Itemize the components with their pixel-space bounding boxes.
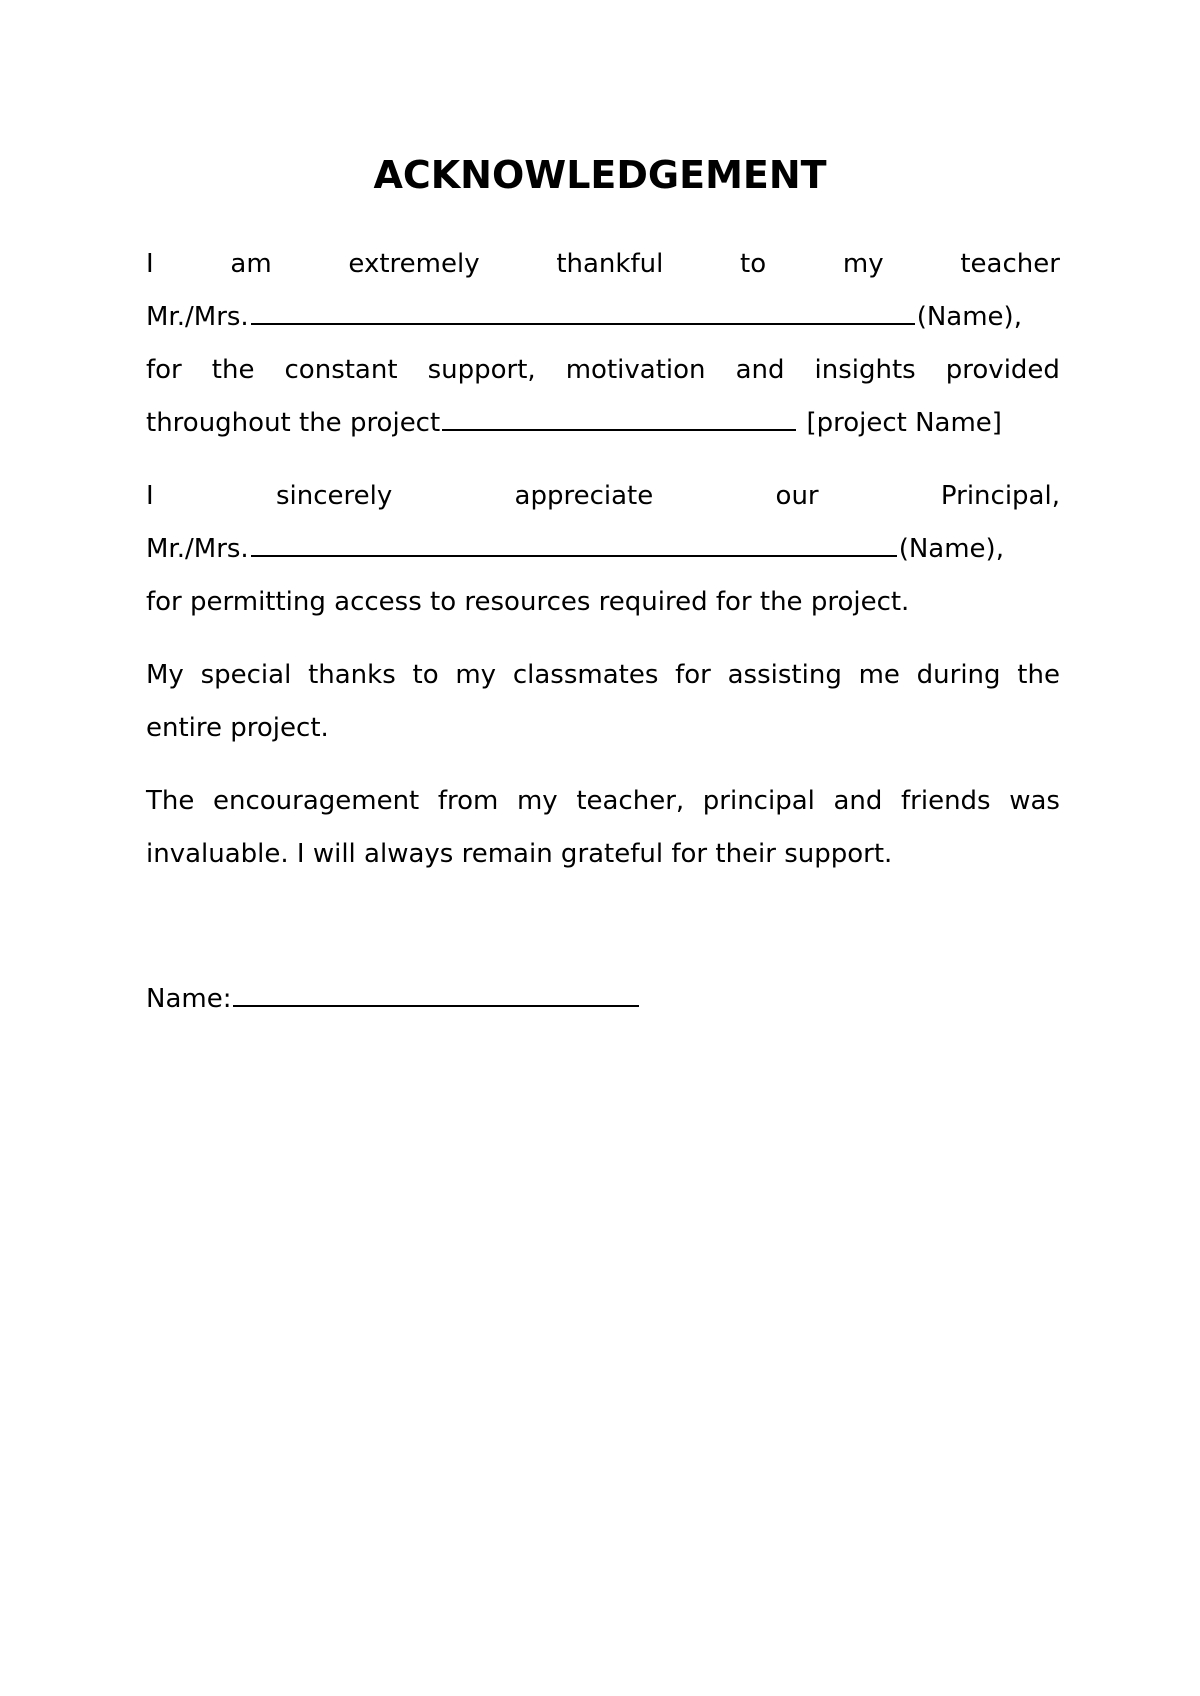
project-prefix: throughout the project	[146, 408, 441, 438]
teacher-name-blank	[251, 293, 915, 325]
word: to	[740, 249, 767, 279]
principal-name-line	[146, 523, 1060, 576]
page-title: ACKNOWLEDGEMENT	[373, 153, 827, 197]
word: and	[833, 786, 883, 816]
word: the	[1017, 660, 1060, 690]
paragraph-principal-thanks	[146, 470, 1060, 629]
word: extremely	[348, 249, 480, 279]
principal-name-blank	[251, 525, 897, 557]
word: motivation	[565, 355, 706, 385]
word: was	[1009, 786, 1060, 816]
project-name-blank	[442, 399, 796, 431]
word: encouragement	[212, 786, 420, 816]
word: provided	[945, 355, 1060, 385]
word: the	[211, 355, 255, 385]
justified-line	[146, 344, 1060, 397]
word: thanks	[308, 660, 396, 690]
word: Principal,	[940, 481, 1060, 511]
word: I	[146, 249, 154, 279]
word: our	[775, 481, 819, 511]
justified-line	[146, 238, 1060, 291]
paragraph-teacher-thanks	[146, 238, 1060, 450]
word: insights	[814, 355, 916, 385]
word: The	[146, 786, 195, 816]
paragraph-line: invaluable. I will always remain grateful for their support.	[146, 839, 893, 869]
word: me	[858, 660, 900, 690]
word: for	[146, 355, 182, 385]
word: sincerely	[275, 481, 393, 511]
word: teacher,	[576, 786, 685, 816]
word: my	[516, 786, 558, 816]
paragraph-classmates-thanks	[146, 649, 1060, 755]
word: principal	[702, 786, 815, 816]
paragraph-encouragement	[146, 775, 1060, 881]
justified-line	[146, 649, 1060, 702]
paragraph-line: for permitting access to resources required for the project.	[146, 587, 910, 617]
word: to	[412, 660, 439, 690]
principal-prefix: Mr./Mrs.	[146, 534, 249, 564]
signature-label: Name:	[146, 984, 232, 1014]
justified-line	[146, 775, 1060, 828]
word: appreciate	[514, 481, 654, 511]
teacher-prefix: Mr./Mrs.	[146, 302, 249, 332]
word: during	[916, 660, 1001, 690]
justified-line	[146, 470, 1060, 523]
word: support,	[427, 355, 536, 385]
teacher-suffix: (Name),	[916, 302, 1022, 332]
project-name-line	[146, 397, 1060, 450]
word: am	[230, 249, 272, 279]
teacher-name-line	[146, 291, 1060, 344]
project-suffix: [project Name]	[798, 408, 1002, 438]
word: from	[437, 786, 499, 816]
signature-blank	[233, 975, 639, 1007]
word: constant	[284, 355, 398, 385]
word: special	[200, 660, 292, 690]
word: assisting	[727, 660, 842, 690]
principal-suffix: (Name),	[898, 534, 1004, 564]
word: friends	[901, 786, 991, 816]
signature-line	[146, 973, 641, 1026]
paragraph-line: entire project.	[146, 713, 329, 743]
word: for	[675, 660, 711, 690]
document-body	[146, 238, 1060, 901]
word: my	[842, 249, 884, 279]
word: I	[146, 481, 154, 511]
word: my	[455, 660, 497, 690]
word: teacher	[960, 249, 1060, 279]
word: and	[735, 355, 785, 385]
word: thankful	[556, 249, 664, 279]
word: My	[146, 660, 184, 690]
word: classmates	[512, 660, 659, 690]
